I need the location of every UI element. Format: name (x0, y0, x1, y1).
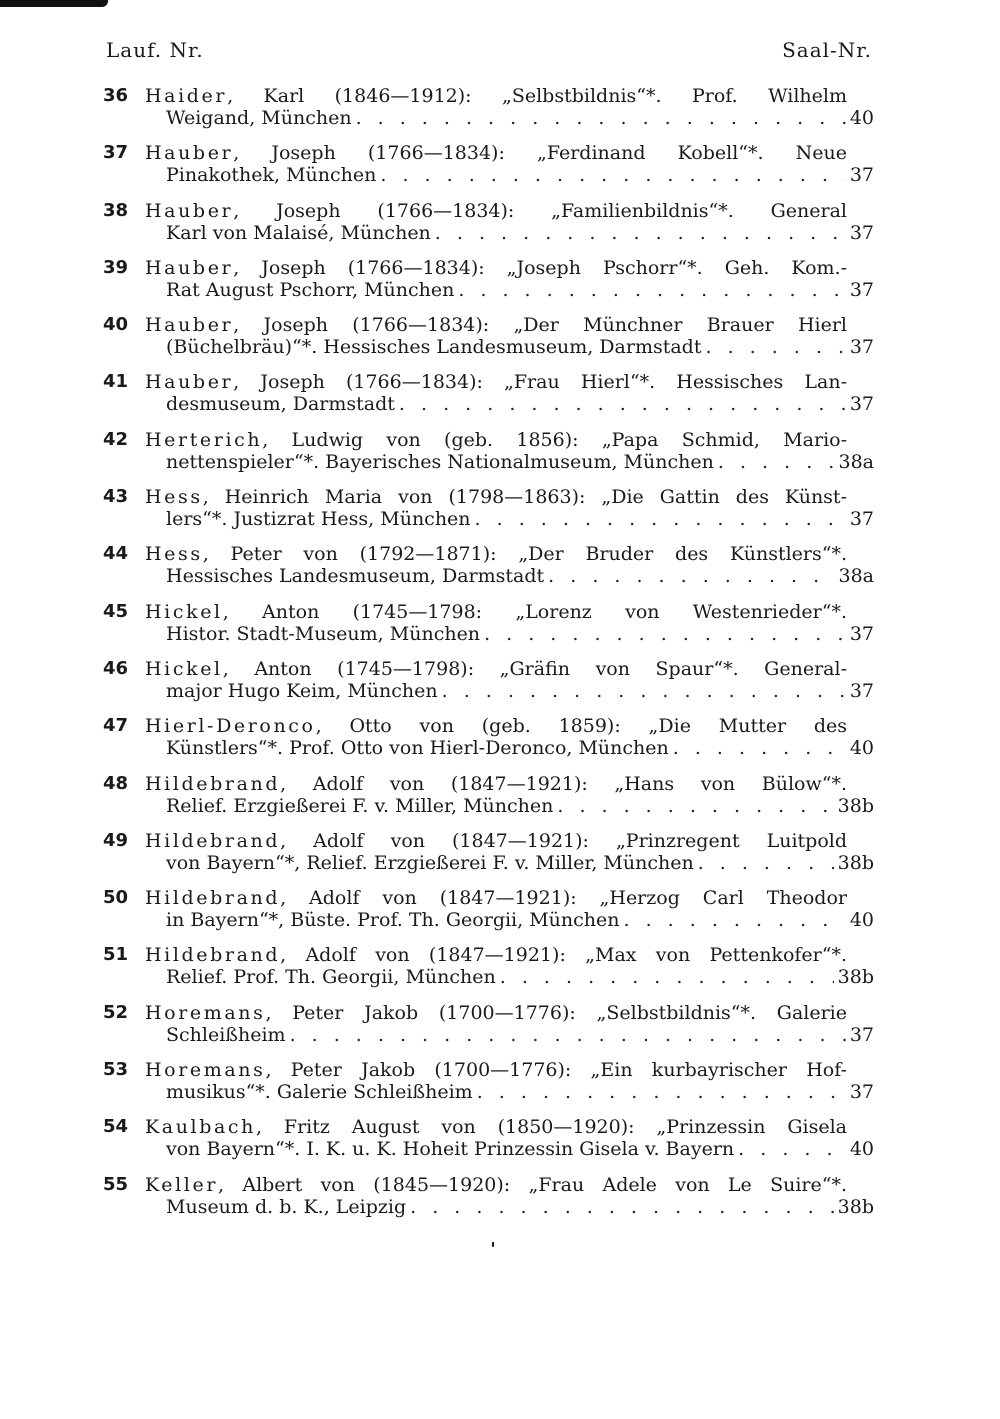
leader-dots (557, 793, 833, 819)
leader-dots (500, 964, 834, 990)
artist-name: Haider (145, 85, 228, 107)
entry-line-2 (166, 1194, 874, 1220)
leader-dots (475, 506, 846, 532)
entry-text: , Anton (1745—1798: „Lorenz von Westenrieder“*. (222, 600, 847, 623)
entry-text: , Joseph (1766—1834): „Joseph Pschorr“*. Geh. Kom.- (233, 256, 847, 279)
entry-line-2 (166, 391, 874, 417)
leader-dots (484, 621, 846, 647)
entry-owner: lers“*. Justizrat Hess, München (166, 508, 471, 531)
leader-dots (738, 1136, 846, 1162)
room-number: 38b (837, 966, 874, 989)
room-number: 40 (849, 909, 874, 932)
entry-text: , Joseph (1766—1834): „Der Münchner Brauer Hierl (233, 314, 847, 337)
entry-owner: musikus“*. Galerie Schleißheim (166, 1081, 473, 1104)
entry-owner: Histor. Stadt-Museum, München (166, 622, 481, 645)
entry-number: 39 (103, 256, 129, 278)
entry-number: 52 (103, 1001, 129, 1023)
entry-line-2 (166, 1022, 874, 1048)
entry-text: , Karl (1846—1912): „Selbstbildnis“*. Prof. Wilhelm (227, 85, 847, 107)
artist-name: Hauber (145, 142, 234, 165)
entry-line-2 (166, 850, 874, 876)
room-number: 37 (849, 393, 874, 416)
entry-text: , Adolf von (1847—1921): „Hans von Bülow“*. (280, 772, 847, 795)
entry-number: 49 (103, 829, 129, 851)
catalog-entry (0, 198, 1000, 255)
entry-owner: Weigand, München (166, 107, 352, 129)
artist-name: Hauber (145, 314, 234, 337)
entry-number: 47 (103, 715, 129, 737)
leader-dots (673, 735, 846, 761)
artist-name: Kaulbach (145, 1116, 257, 1139)
entry-owner: Hessisches Landesmuseum, Darmstadt (166, 565, 545, 588)
room-number: 37 (849, 1023, 874, 1046)
entry-text: , Ludwig von (geb. 1856): „Papa Schmid, Mario- (262, 428, 847, 451)
leader-dots (399, 391, 846, 417)
room-number: 37 (849, 1081, 874, 1104)
entry-line-2 (166, 506, 874, 532)
entry-line-2 (166, 334, 874, 360)
catalog-entry (0, 1172, 1000, 1229)
catalog-entry (0, 140, 1000, 197)
entry-line-2 (166, 162, 874, 188)
entry-line-2 (166, 735, 874, 761)
catalog-entry (0, 771, 1000, 828)
entry-line-2 (166, 907, 874, 933)
entry-line-2 (166, 220, 874, 246)
catalog-entry (0, 255, 1000, 312)
leader-dots (718, 449, 835, 475)
room-number: 40 (849, 1138, 874, 1161)
catalog-entry (0, 713, 1000, 770)
entry-number: 40 (103, 314, 129, 336)
artist-name: Hauber (145, 256, 234, 279)
artist-name: Hickel (145, 657, 223, 680)
catalog-entry (0, 942, 1000, 999)
catalog-entry (0, 83, 1000, 140)
entry-text: , Joseph (1766—1834): „Familienbildnis“*. General (233, 199, 847, 222)
entry-owner: Künstlers“*. Prof. Otto von Hierl-Deronco, München (166, 737, 669, 760)
entry-owner: Relief. Erzgießerei F. v. Miller, München (166, 794, 554, 817)
room-number: 37 (849, 221, 874, 244)
entry-owner: Pinakothek, München (166, 164, 377, 187)
catalog-entry (0, 1000, 1000, 1057)
entry-number: 45 (103, 600, 129, 622)
room-number: 37 (849, 679, 874, 702)
entry-line-2 (166, 449, 874, 475)
room-number: 37 (849, 164, 874, 187)
artist-name: Hauber (145, 199, 234, 222)
entry-owner: von Bayern“*. I. K. u. K. Hoheit Prinzessin Gisela v. Bayern (166, 1138, 735, 1161)
entry-line-2 (166, 793, 874, 819)
room-number: 38b (837, 794, 874, 817)
artist-name: Hildebrand (145, 887, 281, 910)
entry-text: , Peter Jakob (1700—1776): „Ein kurbayrischer Hof- (265, 1059, 847, 1082)
catalog-entries (0, 83, 1000, 1229)
artist-name: Horemans (145, 1001, 266, 1024)
entry-number: 53 (103, 1059, 129, 1081)
room-number: 37 (849, 622, 874, 645)
artist-name: Hess (145, 543, 203, 566)
entry-text: , Adolf von (1847—1921): „Herzog Carl Theodor (280, 887, 847, 910)
leader-dots (442, 678, 846, 704)
artist-name: Hildebrand (145, 829, 281, 852)
catalog-entry (0, 1114, 1000, 1171)
room-number: 37 (849, 508, 874, 531)
artist-name: Herterich (145, 428, 263, 451)
artist-name: Hildebrand (145, 944, 281, 967)
entry-line-2 (166, 1079, 874, 1105)
entry-owner: Relief. Prof. Th. Georgii, München (166, 966, 496, 989)
artist-name: Horemans (145, 1059, 266, 1082)
artist-name: Keller (145, 1173, 219, 1196)
catalog-entry (0, 484, 1000, 541)
entry-owner: major Hugo Keim, München (166, 679, 438, 702)
leader-dots (705, 334, 845, 360)
entry-line-2 (166, 964, 874, 990)
entry-number: 41 (103, 371, 129, 393)
room-number: 37 (849, 278, 874, 301)
entry-text: , Joseph (1766—1834): „Frau Hierl“*. Hessisches Lan- (233, 371, 847, 394)
room-number: 37 (849, 336, 874, 359)
entry-number: 51 (103, 944, 129, 966)
catalog-entry (0, 885, 1000, 942)
entry-owner: Karl von Malaisé, München (166, 221, 431, 244)
leader-dots (698, 850, 834, 876)
entry-owner: von Bayern“*, Relief. Erzgießerei F. v. Miller, München (166, 851, 694, 874)
entry-line-2 (166, 563, 874, 589)
entry-number: 42 (103, 428, 129, 450)
entry-text: , Peter von (1792—1871): „Der Bruder des Künstlers“*. (202, 543, 847, 566)
entry-line-2 (166, 678, 874, 704)
entry-text: , Otto von (geb. 1859): „Die Mutter des (315, 715, 847, 738)
room-number: 38a (838, 450, 874, 473)
entry-number: 55 (103, 1173, 129, 1195)
entry-number: 50 (103, 887, 129, 909)
entry-number: 38 (103, 199, 129, 221)
entry-owner: Rat August Pschorr, München (166, 278, 455, 301)
leader-dots (380, 162, 845, 188)
entry-text: , Anton (1745—1798): „Gräfin von Spaur“*. General- (222, 657, 847, 680)
artist-name: Hierl-Deronco (145, 715, 316, 738)
leader-dots (477, 1079, 846, 1105)
leader-dots (356, 105, 846, 131)
catalog-entry (0, 828, 1000, 885)
room-number: 38a (838, 565, 874, 588)
entry-line-2 (166, 105, 874, 131)
entry-number: 43 (103, 486, 129, 508)
catalog-entry (0, 427, 1000, 484)
entry-number: 37 (103, 142, 129, 164)
artist-name: Hess (145, 486, 203, 509)
entry-owner: (Büchelbräu)“*. Hessisches Landesmuseum, Darmstadt (166, 336, 702, 359)
entry-owner: Museum d. b. K., Leipzig (166, 1195, 407, 1218)
room-number: 40 (849, 737, 874, 760)
catalog-entry (0, 369, 1000, 426)
leader-dots (290, 1022, 846, 1048)
entry-owner: in Bayern“*, Büste. Prof. Th. Georgii, München (166, 909, 620, 932)
entry-number: 46 (103, 657, 129, 679)
leader-dots (410, 1194, 834, 1220)
entry-owner: desmuseum, Darmstadt (166, 393, 395, 416)
catalog-entry (0, 541, 1000, 598)
room-number: 38b (837, 851, 874, 874)
leader-dots (435, 220, 846, 246)
catalog-entry (0, 1057, 1000, 1114)
artist-name: Hickel (145, 600, 223, 623)
artist-name: Hauber (145, 371, 234, 394)
header-saal-nr: Saal-Nr. (782, 38, 872, 62)
entry-text: , Fritz August von (1850—1920): „Prinzessin Gisela (256, 1116, 847, 1139)
artist-name: Hildebrand (145, 772, 281, 795)
entry-owner: nettenspieler“*. Bayerisches Nationalmuseum, München (166, 450, 714, 473)
entry-text: , Heinrich Maria von (1798—1863): „Die Gattin des Künst- (202, 486, 847, 509)
entry-text: , Adolf von (1847—1921): „Prinzregent Luitpold (280, 829, 847, 852)
entry-text: , Albert von (1845—1920): „Frau Adele von Le Suire“*. (218, 1173, 847, 1196)
page-mark: ' (490, 1239, 496, 1260)
leader-dots (624, 907, 846, 933)
entry-text: , Peter Jakob (1700—1776): „Selbstbildnis“*. Galerie (265, 1001, 847, 1024)
entry-text: , Adolf von (1847—1921): „Max von Pettenkofer“*. (280, 944, 847, 967)
entry-line-2 (166, 621, 874, 647)
catalog-entry (0, 312, 1000, 369)
entry-text: , Joseph (1766—1834): „Ferdinand Kobell“*. Neue (233, 142, 847, 165)
entry-number: 36 (103, 85, 129, 106)
leader-dots (458, 277, 846, 303)
entry-number: 44 (103, 543, 129, 565)
entry-number: 48 (103, 772, 129, 794)
scan-corner-mark (0, 0, 108, 7)
catalog-entry (0, 599, 1000, 656)
entry-line-2 (166, 1136, 874, 1162)
entry-number: 54 (103, 1116, 129, 1138)
leader-dots (548, 563, 834, 589)
room-number: 40 (849, 107, 874, 129)
column-header (0, 38, 1000, 68)
entry-line-2 (166, 277, 874, 303)
entry-owner: Schleißheim (166, 1023, 286, 1046)
room-number: 38b (837, 1195, 874, 1218)
header-lauf-nr: Lauf. Nr. (106, 38, 204, 62)
catalog-entry (0, 656, 1000, 713)
